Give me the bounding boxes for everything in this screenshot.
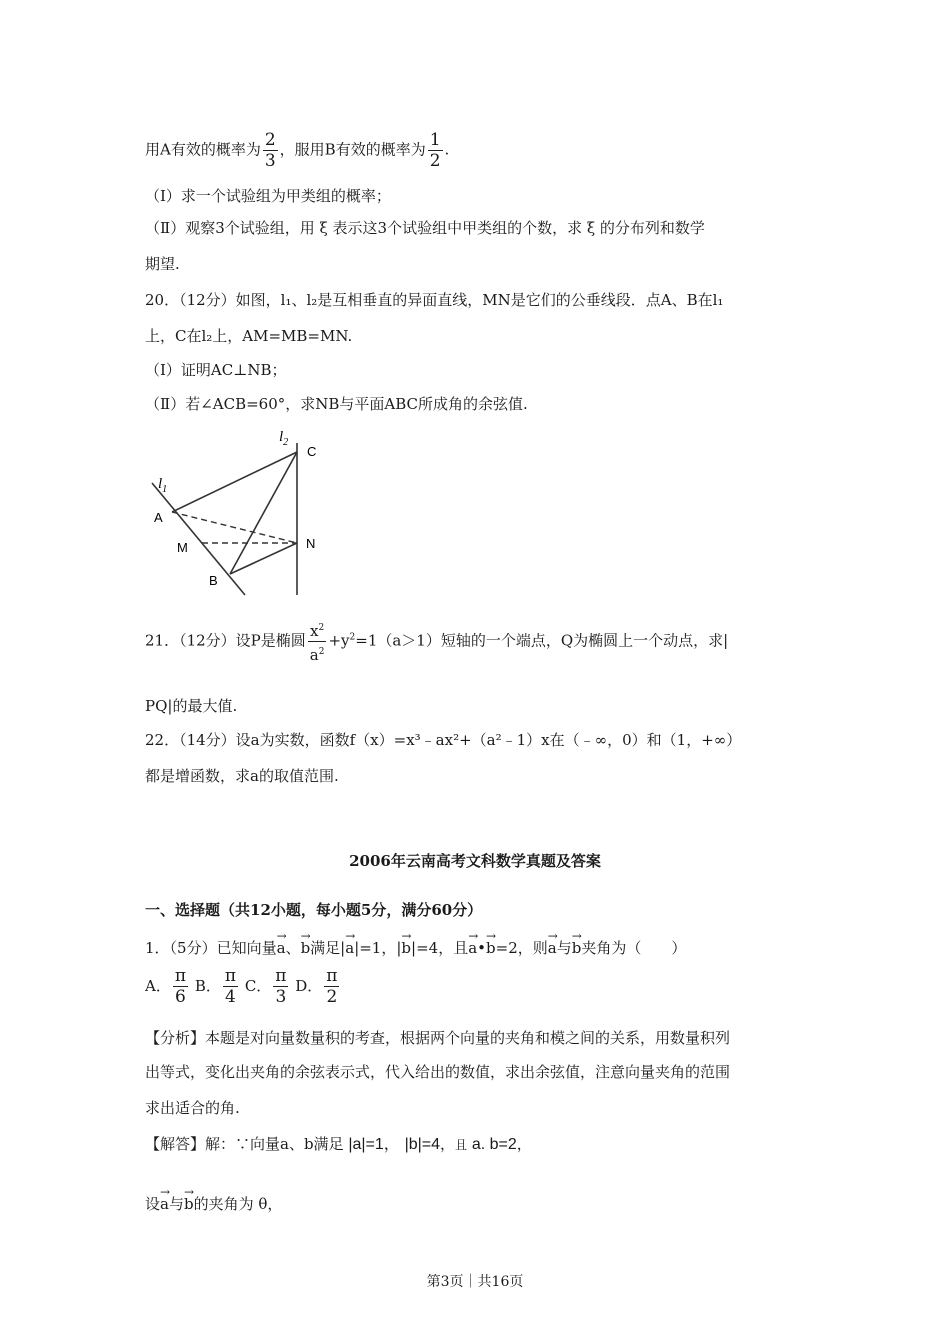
label-n: N bbox=[306, 536, 316, 551]
section1-heading: 一、选择题（共12小题，每小题5分，满分60分） bbox=[145, 901, 483, 919]
label-l1: l bbox=[158, 476, 163, 492]
page-footer: 第3页｜共16页 bbox=[426, 1274, 524, 1290]
label-l2: l bbox=[279, 429, 284, 445]
choice-b: B． $\frac{\pi}{4}$ bbox=[194, 966, 237, 1007]
analysis-line2: 出等式，变化出夹角的余弦表示式，代入给出的数值，求出余弦值，注意向量夹角的范围 bbox=[145, 1063, 731, 1081]
q1-choices bbox=[145, 966, 341, 1007]
svg-text:l2: $l_2$ bbox=[279, 429, 289, 448]
q21-line1: 21．（12分）设P是椭圆 $\frac{x^2}{a^2}$ $+y^2=1(a>1)$短轴的一个端点，Q为椭圆上一个动点，求| bbox=[145, 618, 728, 665]
q19-probability-line: 用A有效的概率为 $\frac{2}{3}$ ，服用B有效的概率为 $\frac{1}{2}$ . bbox=[145, 130, 450, 171]
label-m: M bbox=[177, 540, 188, 555]
vector-b: → b bbox=[301, 932, 311, 958]
choice-c: C． $\frac{\pi}{3}$ bbox=[244, 966, 287, 1007]
fraction-two-thirds: $\frac{2}{3}$ bbox=[264, 130, 276, 171]
q20-line2: 上，C在l₂上，AM=MB=MN. bbox=[145, 327, 353, 345]
q1-stem: 1．（5分）已知向量→ a、→ b满足|→ a|=1，|→ b|=4，且→ a•→ b=2，则→ a与→ b夹角为（ ） bbox=[145, 932, 686, 958]
segment-bn bbox=[230, 543, 297, 574]
fraction-x2-over-a2: $\frac{x^2}{a^2}$ bbox=[308, 618, 327, 665]
analysis-line1: 【分析】本题是对向量数量积的考查，根据两个向量的夹角和模之间的关系，用数量积列 bbox=[145, 1029, 731, 1047]
svg-text:l1: $l_1$ bbox=[158, 476, 168, 495]
analysis-line3: 求出适合的角. bbox=[145, 1099, 240, 1117]
q22-line1: 22．（14分）设a为实数，函数f（x）=x³﹣ax²+（a²﹣1）x在（﹣∞，0）和（1，+∞） bbox=[145, 731, 742, 749]
segment-bc bbox=[230, 452, 297, 574]
segment-an-dashed bbox=[172, 512, 297, 543]
segment-ac bbox=[172, 452, 297, 512]
label-a: A bbox=[154, 510, 163, 525]
vector-a: → a bbox=[277, 932, 286, 958]
exam-title: 2006年云南高考文科数学真题及答案 bbox=[349, 852, 601, 870]
q20-line1: 20．（12分）如图，l₁、l₂是互相垂直的异面直线，MN是它们的公垂线段．点A、B在l₁ bbox=[145, 291, 724, 309]
label-b: B bbox=[209, 573, 218, 588]
q19-part2-line1: （Ⅱ）观察3个试验组，用 ξ 表示这3个试验组中甲类组的个数，求 ξ 的分布列和数学 bbox=[145, 219, 705, 237]
q21-line2: PQ|的最大值. bbox=[145, 697, 238, 715]
label-c: C bbox=[307, 444, 317, 459]
choice-a: A． $\frac{\pi}{6}$ bbox=[145, 966, 187, 1007]
q20-part2: （Ⅱ）若∠ACB=60°，求NB与平面ABC所成角的余弦值. bbox=[145, 395, 528, 413]
answer-line1: 【解答】解：∵向量a、b满足 |a|=1， |b|=4，且 a. b=2， bbox=[145, 1135, 532, 1153]
q22-line2: 都是增函数，求a的取值范围. bbox=[145, 767, 339, 785]
q19-part1: （Ⅰ）求一个试验组为甲类组的概率； bbox=[145, 187, 391, 205]
fraction-one-half: $\frac{1}{2}$ bbox=[429, 130, 441, 171]
choice-d: D． $\frac{\pi}{2}$ bbox=[295, 966, 338, 1007]
answer-line2: 设→ a与→ b的夹角为 θ， bbox=[145, 1188, 282, 1214]
q20-part1: （Ⅰ）证明AC⊥NB； bbox=[145, 361, 287, 379]
geometry-figure bbox=[140, 425, 340, 600]
q19-part2-line2: 期望. bbox=[145, 255, 180, 273]
